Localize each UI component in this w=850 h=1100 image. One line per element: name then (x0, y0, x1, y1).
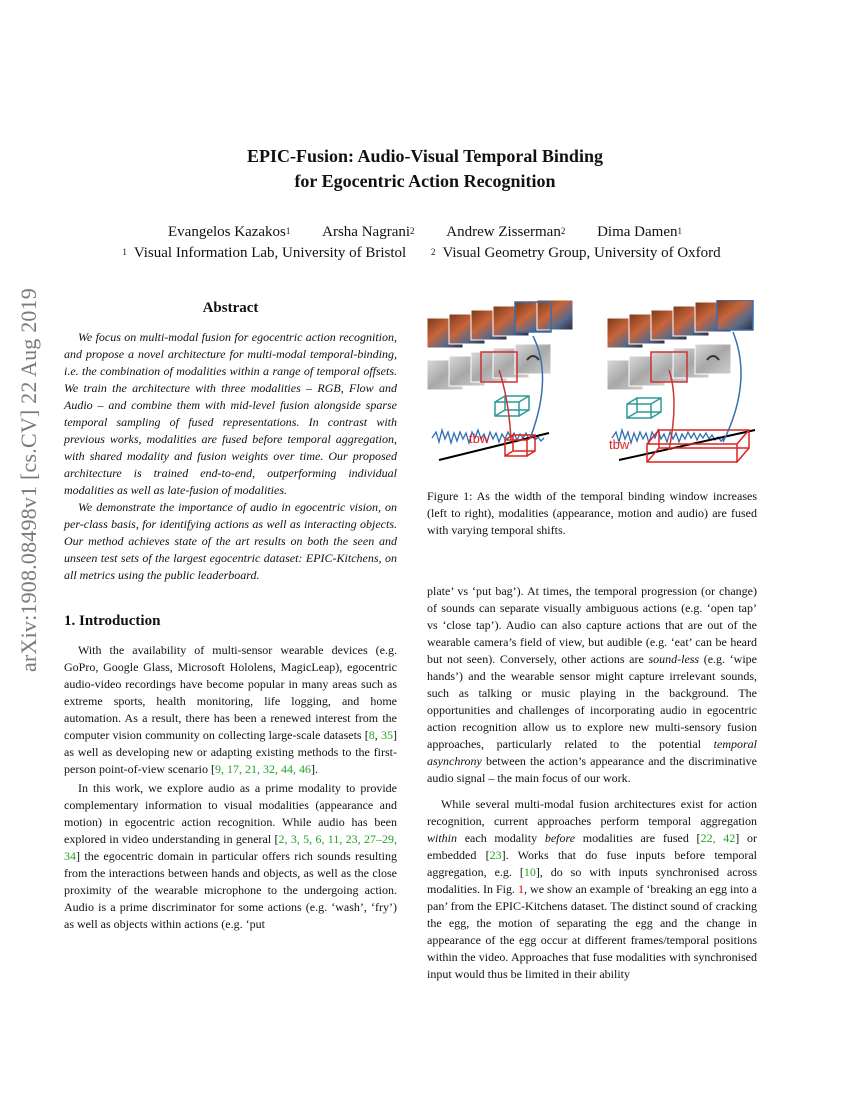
flow-frames (427, 344, 551, 390)
citation-link[interactable]: 9, 17, 21, 32, 44, 46 (214, 762, 311, 776)
rgb-frames (607, 300, 753, 348)
intro-paragraph: With the availability of multi-sensor wearable devices (e.g. GoPro, Google Glass, Microsoft Hololens, MagicLeap), egocentric audio-video recordings have become popular in many areas such as extreme sports, health monitoring, life logging, and home automation. As a result, there has been a renewed interest from the computer vision community on collecting large-scale datasets [8, 35] as well as developing new or adapting existing methods to the first-person point-of-view scenario [9, 17, 21, 32, 44, 46]. (64, 643, 398, 776)
affiliations (0, 243, 850, 263)
right-column (427, 300, 757, 983)
affiliation: $^2$ Visual Geometry Group, University of Oxford (430, 245, 721, 261)
citation-link[interactable]: 23 (489, 848, 502, 862)
temporal-binding-window-small (627, 398, 661, 418)
abstract-heading: Abstract (202, 300, 259, 316)
author: Arsha Nagrani$^2$ (322, 224, 415, 240)
citation-link[interactable]: 8 (368, 728, 375, 742)
flow-frames (607, 344, 731, 390)
abstract-body (64, 329, 397, 584)
tbw-label: tbw (609, 437, 630, 452)
author: Evangelos Kazakos$^1$ (168, 224, 291, 240)
citation-link[interactable]: 10 (523, 865, 536, 879)
left-column (64, 300, 397, 933)
author: Andrew Zisserman$^2$ (446, 224, 566, 240)
title-line-2: for Egocentric Action Recognition (294, 171, 556, 191)
figure-caption: Figure 1: As the width of the temporal binding window increases (left to right), modalities (appearance, motion and audio) are fused with varying temporal shifts. (427, 489, 757, 537)
author-list (0, 222, 850, 242)
figure-right-panel (607, 300, 755, 462)
arxiv-sidebar (14, 287, 44, 673)
abstract-paragraph: We focus on multi-modal fusion for egocentric action recognition, and propose a novel architecture for multi-modal temporal-binding, i.e. the combination of modalities within a range of temporal offsets. We train the architecture with three modalities – RGB, Flow and Audio – and combine them with mid-level fusion alongside sparse temporal sampling of fused representations. In contrast with previous works, modalities are fused before temporal aggregation, with shared modality and fusion weights over time. Our proposed architecture is trained end-to-end, outperforming individual modalities as well as late-fusion of modalities. (64, 330, 397, 497)
arxiv-identifier: arXiv:1908.08498v1 [cs.CV] 22 Aug 2019 (16, 287, 41, 673)
body-paragraph: plate’ vs ‘put bag’). At times, the temporal progression (or change) of sounds can separate visually ambiguous actions (e.g. ‘open tap’ vs ‘close tap’). Audio can also capture actions that are out of the wearable camera’s field of view, but audible (e.g. ‘eat’ can be heard but not seen). Conversely, other actions are sound-less (e.g. ‘wipe hands’) and the wearable sensor might capture irrelevant sounds, such as talking or music playing in the background. The opportunities and challenges of incorporating audio in egocentric action recognition allow us to explore new multi-sensory fusion approaches, particularly related to the potential temporal asynchrony between the action’s appearance and the discriminative audio signal – the main focus of our work. (427, 584, 757, 785)
rgb-frames (427, 300, 573, 348)
figure-1-temporal-binding-diagram (427, 300, 757, 475)
figure-left-panel (427, 300, 573, 460)
affiliation: $^1$ Visual Information Lab, University of Bristol (122, 245, 407, 261)
citation-link[interactable]: 35 (381, 728, 394, 742)
figure-reference-link[interactable]: 1 (518, 882, 525, 896)
citation-link[interactable]: 22, 42 (700, 831, 736, 845)
tbw-box-small (505, 435, 535, 456)
temporal-binding-window-small (495, 396, 529, 416)
right-body (427, 583, 757, 983)
intro-body (64, 642, 397, 933)
citation-link[interactable]: 2, 3, 5, 6, 11, 23, 27–29, 34 (64, 832, 397, 863)
title-line-1: EPIC-Fusion: Audio-Visual Temporal Binding (247, 146, 603, 166)
intro-paragraph: In this work, we explore audio as a prime modality to provide complementary information to visual modalities (appearance and motion) in egocentric action recognition. While audio has been explored in video understanding in general [2, 3, 5, 6, 11, 23, 27–29, 34] the egocentric domain in particular offers rich sounds resulting from the interactions between hands and objects, as well as the close proximity of the wearable microphone to the undergoing action. Audio is a prime discriminator for some actions (e.g. ‘wash’, ‘fry’) as well as objects within actions (e.g. ‘put (64, 781, 397, 931)
body-paragraph: While several multi-modal fusion architectures exist for action recognition, current approaches perform temporal aggregation within each modality before modalities are fused [22, 42] or embedded [23]. Works that do fuse inputs before temporal aggregation, e.g. [10], do so with inputs synchronised across modalities. In Fig. 1, we show an example of ‘breaking an egg into a pan’ from the EPIC-Kitchens dataset. The distinct sound of cracking the egg, the motion of separating the egg and the change in appearance of the egg occur at different frames/temporal positions within the video. Approaches that fuse modalities with synchronised input would thus be limited in their ability (427, 797, 758, 981)
author: Dima Damen$^1$ (597, 224, 682, 240)
abstract-paragraph: We demonstrate the importance of audio in egocentric vision, on per-class basis, for identifying actions as well as interacting objects. Our method achieves state of the art results on both the seen and unseen test sets of the largest egocentric dataset: EPIC-Kitchens, on all metrics using the public leaderboard. (64, 500, 397, 582)
tbw-label: tbw (469, 431, 490, 446)
intro-heading: 1. Introduction (64, 613, 161, 629)
paper-title (0, 144, 850, 194)
